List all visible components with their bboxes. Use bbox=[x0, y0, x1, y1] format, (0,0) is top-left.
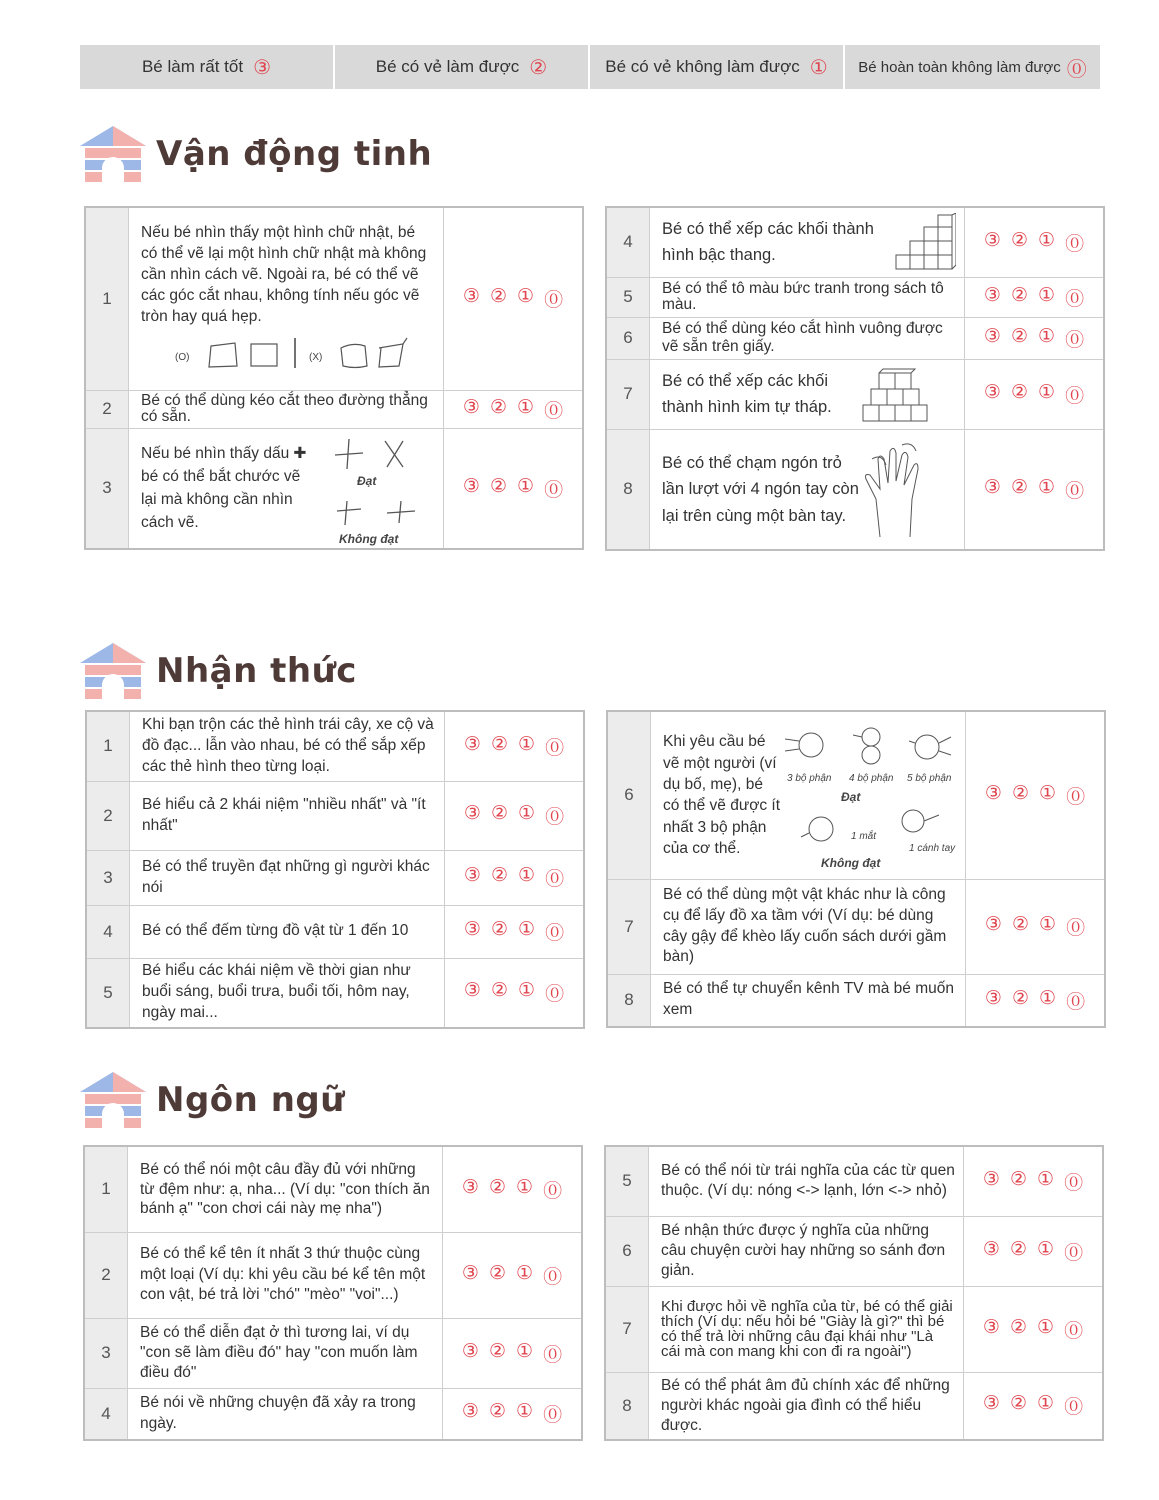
score-1[interactable]: ① bbox=[1039, 987, 1057, 1009]
score-1[interactable]: ① bbox=[517, 475, 535, 497]
score-3[interactable]: ③ bbox=[983, 476, 1001, 498]
item-text: Bé nói về những chuyện đã xảy ra trong ngày. bbox=[128, 1388, 443, 1440]
score-3[interactable]: ③ bbox=[462, 475, 480, 497]
item-text: Bé nhận thức được ý nghĩa của những câu chuyện cười hay những so sánh đơn giản. bbox=[649, 1216, 964, 1286]
score-0[interactable]: ⓪ bbox=[544, 290, 564, 312]
score-3[interactable]: ③ bbox=[461, 1401, 479, 1423]
item-number: 2 bbox=[86, 781, 130, 850]
table-row bbox=[85, 428, 583, 549]
item-number: 3 bbox=[85, 428, 129, 549]
score-3[interactable]: ③ bbox=[462, 286, 480, 308]
table-row bbox=[606, 317, 1104, 359]
score-0[interactable]: ⓪ bbox=[1065, 385, 1085, 407]
score-1[interactable]: ① bbox=[518, 865, 536, 886]
table-row bbox=[85, 390, 583, 428]
item-text: Bé có thể tự chuyển kênh TV mà bé muốn xem bbox=[651, 974, 966, 1027]
item-number: 4 bbox=[84, 1388, 128, 1440]
example-label: 5 bộ phận bbox=[906, 773, 952, 785]
item-number: 5 bbox=[86, 958, 130, 1028]
legend-item bbox=[590, 45, 845, 89]
score-0[interactable]: ⓪ bbox=[544, 479, 564, 501]
pass-label: Đạt bbox=[840, 790, 860, 805]
correct-label: (O) bbox=[175, 351, 190, 363]
score-3[interactable]: ③ bbox=[461, 1262, 479, 1284]
table-row bbox=[605, 1146, 1103, 1216]
score-options bbox=[965, 207, 1105, 277]
section-title: Nhận thức bbox=[156, 651, 357, 691]
language-right-table bbox=[604, 1145, 1104, 1441]
item-text: Bé có thể dùng kéo cắt theo đường thẳng có sẵn. bbox=[129, 390, 444, 428]
table-row bbox=[86, 958, 584, 1028]
score-1[interactable]: ① bbox=[516, 1401, 534, 1423]
item-number: 2 bbox=[85, 390, 129, 428]
score-1[interactable]: ① bbox=[1039, 782, 1057, 804]
item-number: 6 bbox=[605, 1216, 649, 1286]
item-text: Bé hiểu cả 2 khái niệm "nhiều nhất" và "ít nhất" bbox=[130, 781, 445, 850]
section-header-fine-motor bbox=[80, 124, 432, 184]
item-text-cell bbox=[650, 359, 965, 429]
score-2[interactable]: ② bbox=[1011, 987, 1030, 1009]
table-row bbox=[606, 207, 1104, 277]
cognition-left-table bbox=[85, 710, 585, 1029]
score-3[interactable]: ③ bbox=[461, 1340, 479, 1362]
score-options bbox=[445, 711, 585, 781]
score-3[interactable]: ③ bbox=[984, 987, 1002, 1009]
score-3[interactable]: ③ bbox=[984, 782, 1002, 804]
score-2[interactable]: ② bbox=[1009, 1168, 1028, 1190]
score-0[interactable]: ⓪ bbox=[1065, 288, 1085, 310]
item-text: Khi bạn trộn các thẻ hình trái cây, xe cộ và đồ đạc... lẫn vào nhau, bé có thể sắp xếp các thẻ hình theo từng loại. bbox=[130, 711, 445, 781]
score-3[interactable]: ③ bbox=[463, 803, 481, 824]
table-row bbox=[607, 711, 1105, 879]
score-1[interactable]: ① bbox=[518, 980, 536, 1002]
score-3[interactable]: ③ bbox=[982, 1316, 1000, 1338]
score-options bbox=[445, 905, 585, 958]
item-number: 1 bbox=[84, 1146, 128, 1232]
house-icon bbox=[80, 643, 146, 699]
score-0[interactable]: ⓪ bbox=[545, 737, 565, 759]
score-0[interactable]: ⓪ bbox=[1064, 1242, 1084, 1264]
score-legend bbox=[80, 45, 1100, 89]
score-1[interactable]: ① bbox=[1038, 381, 1056, 403]
score-options bbox=[964, 1216, 1104, 1286]
score-3[interactable]: ③ bbox=[461, 1176, 479, 1198]
score-1[interactable]: ① bbox=[1039, 914, 1057, 935]
table-row bbox=[606, 277, 1104, 317]
score-1[interactable]: ① bbox=[518, 733, 536, 755]
item-text: Bé có thể kể tên ít nhất 3 thứ thuộc cùng một loại (Ví dụ: khi yêu cầu bé kể tên một con vật, bé trả lời "chó" "mèo" "voi"...) bbox=[128, 1232, 443, 1318]
score-3[interactable]: ③ bbox=[463, 733, 481, 755]
score-3[interactable]: ③ bbox=[983, 284, 1001, 306]
item-text: Bé có thể xếp các khối thành hình bậc thang. bbox=[662, 219, 874, 265]
item-text: Bé có thể dùng một vật khác như là công cụ để lấy đồ xa tầm với (Ví dụ: bé dùng cây gậy để khèo lấy cuốn sách dưới gầm bàn) bbox=[651, 879, 966, 974]
item-text: Bé có thể diễn đạt ở thì tương lai, ví dụ "con sẽ làm điều đó" hay "con muốn làm điều đó" bbox=[128, 1318, 443, 1388]
item-text: Nếu bé nhìn thấy một hình chữ nhật, bé có thể vẽ lại một hình chữ nhật mà không cần nhìn cách vẽ. Ngoài ra, bé có thể vẽ các góc cắt nhau, không tính nếu góc vẽ tròn hay quá hẹp. bbox=[141, 223, 427, 325]
score-2[interactable]: ② bbox=[1010, 476, 1029, 498]
item-number: 7 bbox=[607, 879, 651, 974]
item-text-cell bbox=[129, 428, 444, 549]
score-options bbox=[964, 1286, 1104, 1372]
item-number: 6 bbox=[606, 317, 650, 359]
score-1[interactable]: ① bbox=[1037, 1316, 1055, 1338]
item-number: 8 bbox=[607, 974, 651, 1027]
score-options bbox=[443, 1318, 583, 1388]
table-row bbox=[86, 781, 584, 850]
score-2[interactable]: ② bbox=[1011, 782, 1030, 804]
section-title: Ngôn ngữ bbox=[156, 1080, 345, 1120]
item-text: Khi được hỏi về nghĩa của từ, bé có thể giải thích (Ví dụ: nếu hỏi bé "Giày là gì?" thì bé có thể trả lời những câu đại khái như "Là cái mà con mang khi con đi ra ngoài") bbox=[649, 1286, 964, 1372]
item-text-cell bbox=[651, 711, 966, 879]
example-label: 4 bộ phận bbox=[848, 773, 894, 785]
score-1[interactable]: ① bbox=[1038, 229, 1056, 251]
score-3[interactable]: ③ bbox=[982, 1238, 1000, 1260]
score-0[interactable]: ⓪ bbox=[1064, 1397, 1084, 1419]
score-3[interactable]: ③ bbox=[462, 396, 480, 418]
score-1[interactable]: ① bbox=[1037, 1238, 1055, 1260]
legend-item bbox=[335, 45, 590, 89]
table-row bbox=[84, 1146, 582, 1232]
score-1[interactable]: ① bbox=[1037, 1168, 1055, 1190]
table-row bbox=[86, 905, 584, 958]
table-row bbox=[605, 1372, 1103, 1440]
score-options bbox=[444, 207, 584, 390]
rectangle-drawing-examples bbox=[141, 334, 431, 374]
item-text: Bé hiểu các khái niệm về thời gian như buổi sáng, buổi trưa, buổi tối, hôm nay, ngày mai... bbox=[130, 958, 445, 1028]
score-0[interactable]: ⓪ bbox=[543, 1180, 563, 1202]
item-text: Bé có thể nói từ trái nghĩa của các từ quen thuộc. (Ví dụ: nóng <-> lạnh, lớn <-> nhỏ) bbox=[649, 1146, 964, 1216]
table-row bbox=[605, 1286, 1103, 1372]
score-options bbox=[445, 850, 585, 905]
table-row bbox=[84, 1318, 582, 1388]
score-0[interactable]: ⓪ bbox=[1066, 786, 1086, 808]
score-2[interactable]: ② bbox=[1010, 325, 1029, 347]
score-0[interactable]: ⓪ bbox=[1065, 329, 1085, 351]
table-row bbox=[606, 359, 1104, 429]
score-1[interactable]: ① bbox=[1038, 284, 1056, 306]
example-label: 3 bộ phận bbox=[786, 773, 832, 785]
score-0[interactable]: ⓪ bbox=[545, 984, 565, 1006]
item-number: 2 bbox=[84, 1232, 128, 1318]
score-3[interactable]: ③ bbox=[982, 1168, 1000, 1190]
item-number: 7 bbox=[605, 1286, 649, 1372]
fine-motor-left-table bbox=[84, 206, 584, 550]
table-row bbox=[86, 850, 584, 905]
item-text: Nếu bé nhìn thấy dấu ✚ bé có thể bắt chước vẽ lại mà không cần nhìn cách vẽ. bbox=[141, 444, 307, 532]
score-0[interactable]: ⓪ bbox=[543, 1266, 563, 1288]
score-options bbox=[443, 1388, 583, 1440]
wrong-label: (X) bbox=[309, 351, 323, 363]
score-options bbox=[965, 429, 1105, 550]
score-2[interactable]: ② bbox=[488, 1401, 507, 1423]
item-text: Bé có thể xếp các khối thành hình kim tự tháp. bbox=[662, 371, 832, 417]
house-icon bbox=[80, 1072, 146, 1128]
score-1[interactable]: ① bbox=[517, 396, 535, 418]
score-2[interactable]: ② bbox=[489, 396, 508, 418]
score-1[interactable]: ① bbox=[516, 1340, 534, 1362]
table-row bbox=[84, 1232, 582, 1318]
score-2[interactable]: ② bbox=[1010, 284, 1029, 306]
section-title: Vận động tinh bbox=[156, 134, 433, 174]
item-text: Bé có thể phát âm đủ chính xác để những người khác ngoài gia đình có thể hiểu được. bbox=[649, 1372, 964, 1440]
item-text: Bé có thể dùng kéo cắt hình vuông được vẽ sẵn trên giấy. bbox=[650, 317, 965, 359]
score-0[interactable]: ⓪ bbox=[1065, 480, 1085, 502]
score-3[interactable]: ③ bbox=[983, 229, 1001, 251]
legend-score: ⓪ bbox=[1066, 58, 1087, 81]
score-2[interactable]: ② bbox=[490, 919, 509, 940]
language-left-table bbox=[83, 1145, 583, 1441]
score-options bbox=[966, 974, 1106, 1027]
table-row bbox=[607, 974, 1105, 1027]
score-options bbox=[444, 390, 584, 428]
score-0[interactable]: ⓪ bbox=[1065, 233, 1085, 255]
score-2[interactable]: ② bbox=[488, 1176, 507, 1198]
score-2[interactable]: ② bbox=[490, 803, 509, 824]
item-number: 5 bbox=[605, 1146, 649, 1216]
score-1[interactable]: ① bbox=[518, 803, 536, 824]
score-2[interactable]: ② bbox=[1010, 229, 1029, 251]
legend-score: ② bbox=[529, 56, 548, 79]
score-1[interactable]: ① bbox=[516, 1262, 534, 1284]
item-text-cell bbox=[650, 429, 965, 550]
item-text-cell bbox=[129, 207, 444, 390]
score-3[interactable]: ③ bbox=[463, 980, 481, 1002]
pyramid-blocks-icon bbox=[861, 365, 930, 423]
score-1[interactable]: ① bbox=[516, 1176, 534, 1198]
score-2[interactable]: ② bbox=[1010, 381, 1029, 403]
section-header-cognition bbox=[80, 641, 357, 701]
person-drawing-examples bbox=[781, 715, 957, 875]
item-number: 8 bbox=[606, 429, 650, 550]
score-options bbox=[965, 359, 1105, 429]
table-row bbox=[85, 207, 583, 390]
house-icon bbox=[80, 126, 146, 182]
item-number: 8 bbox=[605, 1372, 649, 1440]
item-number: 3 bbox=[86, 850, 130, 905]
score-options bbox=[965, 317, 1105, 359]
legend-item bbox=[80, 45, 335, 89]
score-options bbox=[964, 1146, 1104, 1216]
item-number: 4 bbox=[86, 905, 130, 958]
score-options bbox=[445, 781, 585, 850]
legend-label: Bé hoàn toàn không làm được bbox=[858, 58, 1061, 76]
cross-drawing-examples bbox=[327, 431, 435, 546]
score-2[interactable]: ② bbox=[1011, 914, 1030, 935]
score-options bbox=[966, 711, 1106, 879]
score-3[interactable]: ③ bbox=[982, 1393, 1000, 1415]
legend-item bbox=[845, 45, 1100, 89]
legend-score: ③ bbox=[253, 56, 272, 79]
score-2[interactable]: ② bbox=[488, 1340, 507, 1362]
score-2[interactable]: ② bbox=[490, 733, 509, 755]
score-3[interactable]: ③ bbox=[983, 381, 1001, 403]
score-0[interactable]: ⓪ bbox=[543, 1405, 563, 1427]
item-text: Bé có thể nói một câu đầy đủ với những từ đệm như: ạ, nha... (Ví dụ: "con thích ăn bánh ạ" "con chơi cái này mẹ nha") bbox=[128, 1146, 443, 1232]
item-number: 4 bbox=[606, 207, 650, 277]
score-2[interactable]: ② bbox=[1009, 1316, 1028, 1338]
item-number: 1 bbox=[86, 711, 130, 781]
score-options bbox=[445, 958, 585, 1028]
example-label: 1 mắt bbox=[850, 831, 876, 843]
score-0[interactable]: ⓪ bbox=[544, 400, 564, 422]
legend-score: ① bbox=[809, 56, 828, 79]
score-1[interactable]: ① bbox=[517, 286, 535, 308]
example-label: 1 cánh tay bbox=[908, 843, 955, 855]
item-number: 3 bbox=[84, 1318, 128, 1388]
score-2[interactable]: ② bbox=[490, 980, 509, 1002]
score-0[interactable]: ⓪ bbox=[1064, 1320, 1084, 1342]
fail-label: Không đạt bbox=[339, 531, 399, 546]
score-0[interactable]: ⓪ bbox=[1066, 918, 1086, 939]
score-1[interactable]: ① bbox=[1038, 476, 1056, 498]
fail-label: Không đạt bbox=[820, 856, 880, 871]
score-1[interactable]: ① bbox=[1037, 1393, 1055, 1415]
section-header-language bbox=[80, 1070, 345, 1130]
item-text-cell bbox=[650, 207, 965, 277]
item-text: Bé có thể chạm ngón trỏ lần lượt với 4 ngón tay còn lại trên cùng một bàn tay. bbox=[662, 453, 859, 525]
item-number: 7 bbox=[606, 359, 650, 429]
score-2[interactable]: ② bbox=[489, 286, 508, 308]
item-text: Khi yêu cầu bé vẽ một người (ví dụ bố, mẹ), bé có thể vẽ được ít nhất 3 bộ phận của cơ thể. bbox=[663, 733, 781, 857]
legend-label: Bé có vẻ làm được bbox=[375, 57, 520, 76]
item-number: 1 bbox=[85, 207, 129, 390]
score-2[interactable]: ② bbox=[1009, 1393, 1028, 1415]
item-number: 5 bbox=[606, 277, 650, 317]
score-1[interactable]: ① bbox=[1038, 325, 1056, 347]
score-1[interactable]: ① bbox=[518, 919, 536, 940]
score-0[interactable]: ⓪ bbox=[545, 923, 565, 944]
table-row bbox=[86, 711, 584, 781]
hand-finger-touch-icon bbox=[862, 439, 930, 539]
item-number: 6 bbox=[607, 711, 651, 879]
pass-label: Đạt bbox=[357, 473, 377, 488]
score-options bbox=[443, 1146, 583, 1232]
score-3[interactable]: ③ bbox=[463, 919, 481, 940]
score-2[interactable]: ② bbox=[488, 1262, 507, 1284]
table-row bbox=[84, 1388, 582, 1440]
score-2[interactable]: ② bbox=[489, 475, 508, 497]
score-0[interactable]: ⓪ bbox=[545, 807, 565, 828]
staircase-blocks-icon bbox=[894, 213, 956, 271]
score-0[interactable]: ⓪ bbox=[1066, 991, 1086, 1013]
item-text: Bé có thể đếm từng đồ vật từ 1 đến 10 bbox=[130, 905, 445, 958]
score-options bbox=[965, 277, 1105, 317]
score-3[interactable]: ③ bbox=[983, 325, 1001, 347]
score-0[interactable]: ⓪ bbox=[545, 869, 565, 890]
score-0[interactable]: ⓪ bbox=[1064, 1172, 1084, 1194]
score-3[interactable]: ③ bbox=[984, 914, 1002, 935]
table-row bbox=[605, 1216, 1103, 1286]
score-options bbox=[444, 428, 584, 549]
table-row bbox=[607, 879, 1105, 974]
score-2[interactable]: ② bbox=[490, 865, 509, 886]
fine-motor-right-table bbox=[605, 206, 1105, 551]
score-options bbox=[966, 879, 1106, 974]
score-2[interactable]: ② bbox=[1009, 1238, 1028, 1260]
item-text: Bé có thể truyền đạt những gì người khác nói bbox=[130, 850, 445, 905]
item-text: Bé có thể tô màu bức tranh trong sách tô màu. bbox=[650, 277, 965, 317]
legend-label: Bé có vẻ không làm được bbox=[605, 57, 800, 76]
score-options bbox=[964, 1372, 1104, 1440]
table-row bbox=[606, 429, 1104, 550]
cognition-right-table bbox=[606, 710, 1106, 1028]
score-options bbox=[443, 1232, 583, 1318]
score-3[interactable]: ③ bbox=[463, 865, 481, 886]
score-0[interactable]: ⓪ bbox=[543, 1344, 563, 1366]
legend-label: Bé làm rất tốt bbox=[141, 57, 244, 76]
